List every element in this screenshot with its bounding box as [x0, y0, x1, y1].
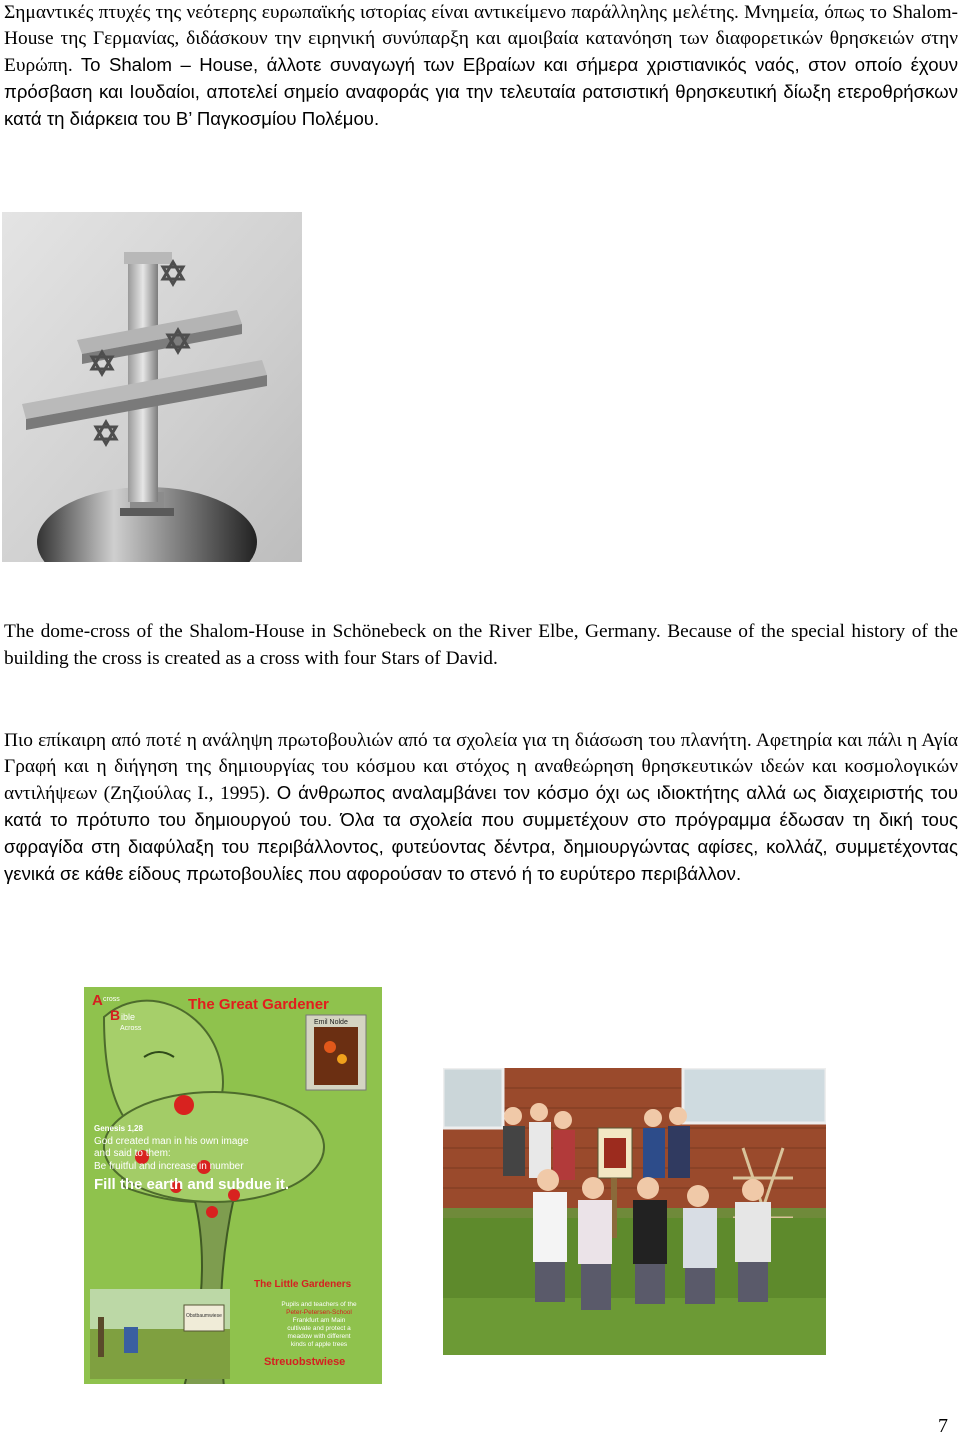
poster-little-5: meadow with different [287, 1333, 351, 1340]
poster-verse-1: God created man in his own image [94, 1136, 249, 1147]
poster-artist: Emil Nolde [314, 1019, 348, 1026]
poster-place: Streuobstwiese [264, 1356, 346, 1368]
dome-cross-illustration [2, 212, 302, 562]
poster-verse-2: and said to them: [94, 1148, 171, 1159]
school-garden-photo [443, 1068, 826, 1355]
poster-logo-cross: cross [103, 996, 120, 1003]
poster-little-3: Frankfurt am Main [292, 1317, 346, 1324]
poster-verse-3: Be fruitful and increase in number [94, 1161, 244, 1172]
paragraph-shalom-intro: Σημαντικές πτυχές της νεότερης ευρωπαϊκής ιστορίας είναι αντικείμενο παράλληλης μελέτης. Μνημεία, όπως το Shalom-House της Γερμανίας, διδάσκουν την ειρηνική συνύπαρξη και αμοιβαία κατανόηση των διαφορετικών θρησκειών στην Ευρώπη. [4, 2, 958, 76]
poster-genesis: Genesis 1,28 [94, 1124, 143, 1133]
poster-verse-4: Fill the earth and subdue it. [94, 1176, 290, 1193]
dome-cross-photo [2, 212, 302, 562]
poster-little-title: The Little Gardeners [254, 1279, 352, 1290]
poster-little-6: kinds of apple trees [290, 1341, 348, 1348]
figure-caption: The dome-cross of the Shalom-House in Schönebeck on the River Elbe, Germany. Because of the special history of the building the cross is created as a cross with four Stars of David. [4, 621, 958, 669]
poster-logo-across: Across [120, 1025, 142, 1032]
paragraph-school-initiatives [4, 728, 958, 888]
poster-logo-a: A [92, 992, 103, 1009]
poster-logo-b: B [110, 1007, 121, 1023]
poster-logo-ible: ible [121, 1012, 136, 1022]
poster-little-4: cultivate and protect a [287, 1325, 351, 1332]
paragraph-shalom-detail: Το Shalom – House, άλλοτε συναγωγή των Εβραίων και σήμερα χριστιανικός ναός, στον οποίο έχουν πρόσβαση και Ιουδαίοι, αποτελεί σημείο αναφοράς για την τελευταία ρατσιστική θρησκευτική δίωξη ετεροθρήσκων κατά τη διάρκεια του Β’ Παγκοσμίου Πολέμου. [4, 54, 958, 129]
great-gardener-poster [84, 987, 382, 1384]
school-garden-illustration [443, 1068, 826, 1355]
paragraph-shalom-house [4, 0, 958, 133]
paragraph-initiatives-intro: Πιο επίκαιρη από ποτέ η ανάληψη πρωτοβουλιών από τα σχολεία για τη διάσωση του πλανήτη. Αφετηρία και πάλι η Αγία Γραφή και η διήγηση της δημιουργίας του κόσμου και στόχος η αναθεώρηση θρησκευτικών ιδεών και κοσμολογικών αντιλήψεων (Ζηζιούλας Ι., 1995). [4, 730, 958, 804]
poster-illustration [84, 987, 382, 1384]
poster-little-1: Pupils and teachers of the [281, 1301, 357, 1308]
paragraph-schools: Όλα τα σχολεία που συμμετέχουν στο πρόγραμμα έδωσαν τη δική τους σφραγίδα στη διαφύλαξη του περιβάλλοντος, φυτεύοντας δέντρα, δημιουργώντας αφίσες, κολλάζ, συμμετέχοντας γενικά σε κάθε είδους πρωτοβουλίες που αφορούσαν το στενό ή το ευρύτερο περιβάλλον. [4, 809, 958, 884]
paragraph-steward: Ο άνθρωπος αναλαμβάνει τον κόσμο όχι ως ιδιοκτήτης αλλά ως διαχειριστής του κατά το πρότυπο του δημιουργού του. [4, 782, 958, 830]
poster-title: The Great Gardener [188, 996, 329, 1013]
page-number: 7 [938, 1415, 948, 1437]
poster-sign: Obstbaumwiese [186, 1313, 222, 1319]
poster-little-2: Peter-Petersen-School [286, 1309, 352, 1316]
